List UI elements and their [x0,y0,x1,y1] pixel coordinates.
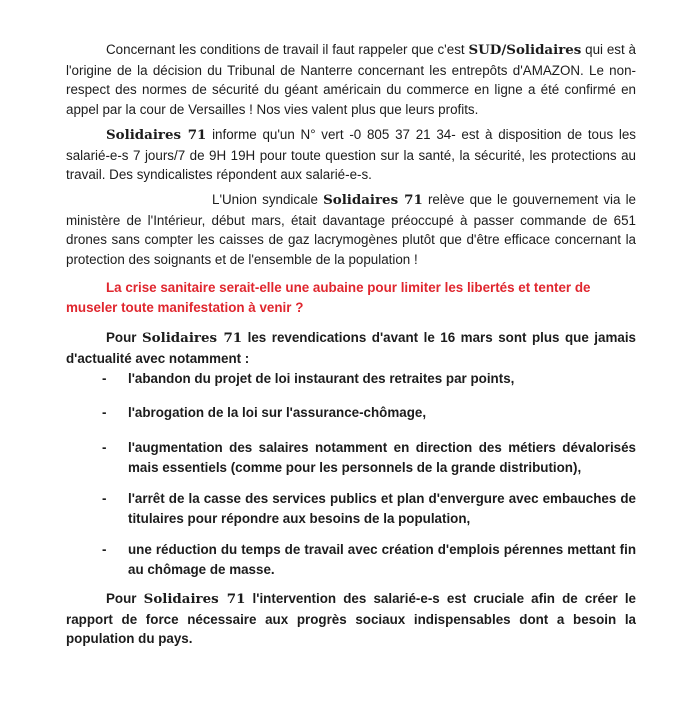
bullet-dash: - [102,440,107,455]
union-name: Solidaires 71 [106,127,207,143]
highlight-question: La crise sanitaire serait-elle une aubaine pour limiter les libertés et tenter de museler toute manifestation à venir ? [66,280,591,315]
union-name: SUD/Solidaires [468,42,582,58]
bullet-dash: - [102,542,107,557]
union-name: Solidaires 71 [143,591,246,607]
list-item: - une réduction du temps de travail avec création d'emplois pérennes mettant fin au chômage de masse. [102,542,636,577]
paragraph-drones: L'Union syndicale Solidaires 71 relève que le gouvernement via le ministère de l'Intérieur, début mars, était davantage préoccupé à passer commande de 651 drones sans compter les caisses de gaz lacrymogènes plutôt que d'être efficace concernant la protection des soignants et de l'ensemble de la population ! [66,192,637,267]
demands-list [66,369,636,580]
list-item: - l'abandon du projet de loi instaurant des retraites par points, [66,369,636,389]
bullet-dash: - [102,405,107,420]
union-name: Solidaires 71 [323,192,423,208]
bullet-dash: - [102,491,107,506]
list-item: - l'arrêt de la casse des services publics et plan d'envergure avec embauches de titulaires pour répondre aux besoins de la population, [102,491,636,526]
paragraph-hotline: Solidaires 71 informe qu'un N° vert -0 805 37 21 34- est à disposition de tous les salarié-e-s 7 jours/7 de 9H 19H pour toute question sur la santé, la sécurité, les protections au travail. Des syndicalistes répondent aux salarié-e-s. [66,127,636,182]
bullet-dash: - [102,371,107,386]
paragraph-amazon: Concernant les conditions de travail il faut rappeler que c'est SUD/Solidaires qui est à l'origine de la décision du Tribunal de Nanterre concernant les entrepôts d'AMAZON. Le non-respect des normes de sécurité du géant américain du commerce en ligne a été confirmé en appel par la cour de Versailles ! Nos vies valent plus que leurs profits. [66,42,636,117]
paragraph-conclusion: Pour Solidaires 71 l'intervention des salarié-e-s est cruciale afin de créer le rapport de force nécessaire aux progrès sociaux indispensables dont a besoin la population du pays. [66,591,636,646]
list-item: - l'abrogation de la loi sur l'assurance-chômage, [66,403,636,423]
paragraph-demands-intro: Pour Solidaires 71 les revendications d'avant le 16 mars sont plus que jamais d'actualité avec notamment : [66,330,636,366]
union-name: Solidaires 71 [142,330,243,346]
list-item: - l'augmentation des salaires notamment en direction des métiers dévalorisés mais essentiels (comme pour les personnels de la grande distribution), [102,440,636,475]
